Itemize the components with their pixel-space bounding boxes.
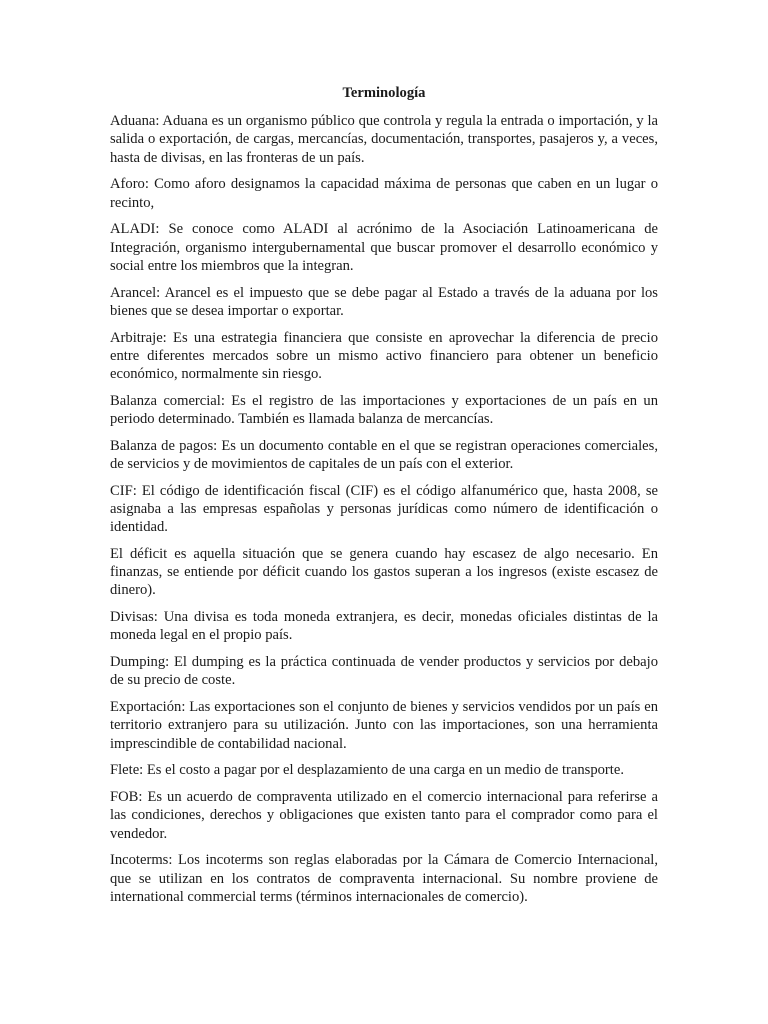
glossary-entry-incoterms: Incoterms: Los incoterms son reglas elaboradas por la Cámara de Comercio Internacional, que se utilizan en los contratos de compraventa internacional. Su nombre proviene de international commercial terms (términos internacionales de comercio). bbox=[110, 852, 658, 905]
glossary-entry-exportacion: Exportación: Las exportaciones son el conjunto de bienes y servicios vendidos por un país en territorio extranjero para su utilización. Junto con las importaciones, son una herramienta imprescindible de contabilidad nacional. bbox=[110, 699, 658, 752]
glossary-entry-divisas: Divisas: Una divisa es toda moneda extranjera, es decir, monedas oficiales distintas de la moneda legal en el propio país. bbox=[110, 609, 658, 644]
glossary-entry-dumping: Dumping: El dumping es la práctica continuada de vender productos y servicios por debajo de su precio de coste. bbox=[110, 654, 658, 689]
glossary-entry-fob: FOB: Es un acuerdo de compraventa utilizado en el comercio internacional para referirse a las condiciones, derechos y obligaciones que existen tanto para el comprador como para el vendedor. bbox=[110, 789, 658, 842]
document-title: Terminología bbox=[342, 85, 426, 101]
glossary-entry-balanza-de-pagos: Balanza de pagos: Es un documento contable en el que se registran operaciones comerciales, de servicios y de movimientos de capitales de un país con el exterior. bbox=[110, 437, 658, 473]
glossary-entry-arancel: Arancel: Arancel es el impuesto que se debe pagar al Estado a través de la aduana por los bienes que se desea importar o exportar. bbox=[110, 284, 658, 319]
document-page bbox=[110, 84, 658, 915]
glossary-entry-cif: CIF: El código de identificación fiscal (CIF) es el código alfanumérico que, hasta 2008, se asignaba a las empresas españolas y personas jurídicas como número de identificación o identidad. bbox=[110, 482, 658, 536]
glossary-entry-aforo: Aforo: Como aforo designamos la capacidad máxima de personas que caben en un lugar o recinto, bbox=[110, 176, 658, 211]
glossary-entry-arbitraje: Arbitraje: Es una estrategia financiera que consiste en aprovechar la diferencia de precio entre diferentes mercados sobre un mismo activo financiero para obtener un beneficio económico, normalmente sin riesgo. bbox=[110, 329, 658, 383]
glossary-entry-aduana: Aduana: Aduana es un organismo público que controla y regula la entrada o importación, y la salida o exportación, de cargas, mercancías, documentación, transportes, pasajeros y, a veces, hasta de divisas, en las fronteras de un país. bbox=[110, 113, 658, 166]
glossary-entry-balanza-comercial: Balanza comercial: Es el registro de las importaciones y exportaciones de un país en un periodo determinado. También es llamada balanza de mercancías. bbox=[110, 392, 658, 428]
glossary-entry-flete: Flete: Es el costo a pagar por el desplazamiento de una carga en un medio de transporte. bbox=[110, 762, 624, 779]
glossary-entry-deficit: El déficit es aquella situación que se genera cuando hay escasez de algo necesario. En finanzas, se entiende por déficit cuando los gastos superan a los ingresos (existe escasez de dinero). bbox=[110, 546, 658, 599]
glossary-entry-aladi: ALADI: Se conoce como ALADI al acrónimo de la Asociación Latinoamericana de Integración, organismo intergubernamental que buscar promover el desarrollo económico y social entre los miembros que la integran. bbox=[110, 221, 658, 274]
